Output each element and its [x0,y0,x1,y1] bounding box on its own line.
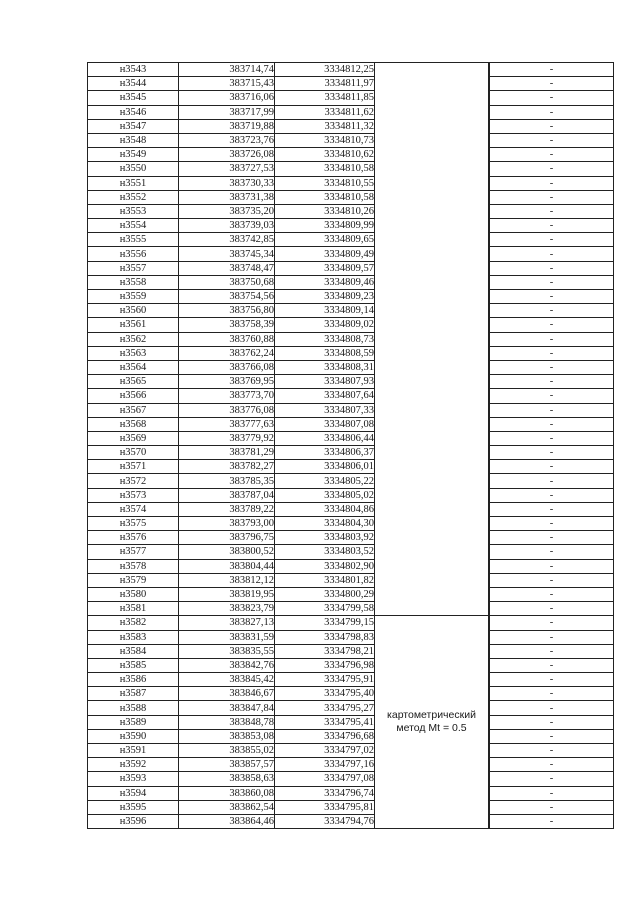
table-row [88,474,614,488]
y-coordinate-cell: 3334809,49 [275,247,375,261]
x-coordinate-cell: 383860,08 [179,786,275,800]
table-row [88,687,614,701]
y-coordinate-cell: 3334796,98 [275,658,375,672]
y-coordinate-cell: 3334795,41 [275,715,375,729]
y-coordinate-cell: 3334806,01 [275,460,375,474]
y-coordinate-cell: 3334795,91 [275,673,375,687]
y-coordinate-cell: 3334798,83 [275,630,375,644]
x-coordinate-cell: 383760,88 [179,332,275,346]
point-name-cell: н3552 [88,190,179,204]
note-cell: - [490,460,614,474]
y-coordinate-cell: 3334811,85 [275,91,375,105]
table-row [88,616,614,630]
table-row [88,261,614,275]
y-coordinate-cell: 3334805,02 [275,488,375,502]
method-cell [375,63,489,616]
point-name-cell: н3589 [88,715,179,729]
note-cell: - [490,105,614,119]
y-coordinate-cell: 3334808,31 [275,360,375,374]
x-coordinate-cell: 383716,06 [179,91,275,105]
table-row [88,332,614,346]
table-row [88,488,614,502]
point-name-cell: н3558 [88,275,179,289]
point-name-cell: н3582 [88,616,179,630]
point-name-cell: н3577 [88,545,179,559]
point-name-cell: н3567 [88,403,179,417]
x-coordinate-cell: 383823,79 [179,602,275,616]
x-coordinate-cell: 383779,92 [179,431,275,445]
table-row [88,105,614,119]
point-name-cell: н3590 [88,729,179,743]
x-coordinate-cell: 383727,53 [179,162,275,176]
x-coordinate-cell: 383831,59 [179,630,275,644]
table-row [88,119,614,133]
point-name-cell: н3550 [88,162,179,176]
note-cell: - [490,63,614,77]
note-cell: - [490,119,614,133]
point-name-cell: н3549 [88,148,179,162]
note-cell: - [490,219,614,233]
table-row [88,460,614,474]
x-coordinate-cell: 383804,44 [179,559,275,573]
point-name-cell: н3580 [88,587,179,601]
y-coordinate-cell: 3334795,27 [275,701,375,715]
point-name-cell: н3564 [88,360,179,374]
x-coordinate-cell: 383819,95 [179,587,275,601]
y-coordinate-cell: 3334807,08 [275,417,375,431]
x-coordinate-cell: 383762,24 [179,346,275,360]
x-coordinate-cell: 383846,67 [179,687,275,701]
x-coordinate-cell: 383776,08 [179,403,275,417]
point-name-cell: н3568 [88,417,179,431]
table-row [88,573,614,587]
note-cell: - [490,744,614,758]
point-name-cell: н3553 [88,204,179,218]
y-coordinate-cell: 3334802,90 [275,559,375,573]
note-cell: - [490,304,614,318]
point-name-cell: н3578 [88,559,179,573]
y-coordinate-cell: 3334809,65 [275,233,375,247]
x-coordinate-cell: 383796,75 [179,531,275,545]
point-name-cell: н3595 [88,800,179,814]
table-row [88,91,614,105]
table-row [88,800,614,814]
y-coordinate-cell: 3334808,59 [275,346,375,360]
x-coordinate-cell: 383782,27 [179,460,275,474]
y-coordinate-cell: 3334810,62 [275,148,375,162]
table-row [88,502,614,516]
point-name-cell: н3571 [88,460,179,474]
table-row [88,545,614,559]
coordinates-table [87,62,614,829]
table-row [88,204,614,218]
y-coordinate-cell: 3334799,58 [275,602,375,616]
note-cell: - [490,91,614,105]
note-cell: - [490,389,614,403]
y-coordinate-cell: 3334809,99 [275,219,375,233]
x-coordinate-cell: 383745,34 [179,247,275,261]
note-cell: - [490,488,614,502]
point-name-cell: н3579 [88,573,179,587]
x-coordinate-cell: 383742,85 [179,233,275,247]
point-name-cell: н3586 [88,673,179,687]
point-name-cell: н3566 [88,389,179,403]
note-cell: - [490,431,614,445]
table-row [88,77,614,91]
x-coordinate-cell: 383773,70 [179,389,275,403]
table-row [88,176,614,190]
table-row [88,517,614,531]
table-row [88,814,614,828]
point-name-cell: н3588 [88,701,179,715]
note-cell: - [490,233,614,247]
y-coordinate-cell: 3334807,93 [275,375,375,389]
table-row [88,701,614,715]
y-coordinate-cell: 3334809,14 [275,304,375,318]
point-name-cell: н3587 [88,687,179,701]
note-cell: - [490,658,614,672]
note-cell: - [490,616,614,630]
note-cell: - [490,417,614,431]
table-row [88,431,614,445]
note-cell: - [490,190,614,204]
table-row [88,360,614,374]
table-row [88,275,614,289]
table-row [88,744,614,758]
note-cell: - [490,545,614,559]
y-coordinate-cell: 3334799,15 [275,616,375,630]
y-coordinate-cell: 3334806,44 [275,431,375,445]
y-coordinate-cell: 3334806,37 [275,446,375,460]
x-coordinate-cell: 383857,57 [179,758,275,772]
y-coordinate-cell: 3334811,32 [275,119,375,133]
note-cell: - [490,517,614,531]
table-row [88,148,614,162]
note-cell: - [490,772,614,786]
y-coordinate-cell: 3334809,46 [275,275,375,289]
x-coordinate-cell: 383717,99 [179,105,275,119]
note-cell: - [490,247,614,261]
point-name-cell: н3593 [88,772,179,786]
y-coordinate-cell: 3334809,57 [275,261,375,275]
point-name-cell: н3596 [88,814,179,828]
table-row [88,658,614,672]
table-row [88,417,614,431]
point-name-cell: н3574 [88,502,179,516]
note-cell: - [490,786,614,800]
table-row [88,290,614,304]
y-coordinate-cell: 3334805,22 [275,474,375,488]
point-name-cell: н3559 [88,290,179,304]
note-cell: - [490,176,614,190]
point-name-cell: н3557 [88,261,179,275]
point-name-cell: н3544 [88,77,179,91]
y-coordinate-cell: 3334810,58 [275,162,375,176]
x-coordinate-cell: 383855,02 [179,744,275,758]
x-coordinate-cell: 383827,13 [179,616,275,630]
point-name-cell: н3592 [88,758,179,772]
point-name-cell: н3562 [88,332,179,346]
note-cell: - [490,318,614,332]
note-cell: - [490,148,614,162]
note-cell: - [490,531,614,545]
y-coordinate-cell: 3334810,58 [275,190,375,204]
x-coordinate-cell: 383715,43 [179,77,275,91]
point-name-cell: н3555 [88,233,179,247]
x-coordinate-cell: 383766,08 [179,360,275,374]
table-row [88,587,614,601]
table-row [88,602,614,616]
table-row [88,304,614,318]
x-coordinate-cell: 383864,46 [179,814,275,828]
table-row [88,630,614,644]
point-name-cell: н3572 [88,474,179,488]
x-coordinate-cell: 383777,63 [179,417,275,431]
method-line-2: метод Mt = 0.5 [396,722,467,735]
x-coordinate-cell: 383812,12 [179,573,275,587]
y-coordinate-cell: 3334808,73 [275,332,375,346]
table-row [88,219,614,233]
note-cell: - [490,644,614,658]
x-coordinate-cell: 383845,42 [179,673,275,687]
x-coordinate-cell: 383835,55 [179,644,275,658]
note-cell: - [490,687,614,701]
note-cell: - [490,261,614,275]
note-cell: - [490,375,614,389]
x-coordinate-cell: 383800,52 [179,545,275,559]
table-row [88,729,614,743]
y-coordinate-cell: 3334795,40 [275,687,375,701]
x-coordinate-cell: 383756,80 [179,304,275,318]
point-name-cell: н3576 [88,531,179,545]
x-coordinate-cell: 383858,63 [179,772,275,786]
y-coordinate-cell: 3334811,62 [275,105,375,119]
x-coordinate-cell: 383739,03 [179,219,275,233]
table-row [88,375,614,389]
x-coordinate-cell: 383781,29 [179,446,275,460]
x-coordinate-cell: 383787,04 [179,488,275,502]
note-cell: - [490,814,614,828]
table-row [88,786,614,800]
table-row [88,389,614,403]
table-row [88,531,614,545]
note-cell: - [490,673,614,687]
x-coordinate-cell: 383842,76 [179,658,275,672]
note-cell: - [490,729,614,743]
y-coordinate-cell: 3334798,21 [275,644,375,658]
coordinates-table-body [88,63,614,829]
x-coordinate-cell: 383730,33 [179,176,275,190]
point-name-cell: н3554 [88,219,179,233]
note-cell: - [490,275,614,289]
table-row [88,715,614,729]
note-cell: - [490,715,614,729]
method-line-1: картометрический [387,709,476,722]
point-name-cell: н3585 [88,658,179,672]
note-cell: - [490,403,614,417]
table-row [88,673,614,687]
y-coordinate-cell: 3334803,92 [275,531,375,545]
y-coordinate-cell: 3334809,23 [275,290,375,304]
table-row [88,162,614,176]
x-coordinate-cell: 383853,08 [179,729,275,743]
table-row [88,346,614,360]
table-row [88,318,614,332]
y-coordinate-cell: 3334797,08 [275,772,375,786]
y-coordinate-cell: 3334810,73 [275,133,375,147]
note-cell: - [490,332,614,346]
y-coordinate-cell: 3334797,16 [275,758,375,772]
note-cell: - [490,559,614,573]
note-cell: - [490,630,614,644]
y-coordinate-cell: 3334803,52 [275,545,375,559]
x-coordinate-cell: 383735,20 [179,204,275,218]
table-row [88,247,614,261]
table-row [88,190,614,204]
y-coordinate-cell: 3334800,29 [275,587,375,601]
table-row [88,403,614,417]
table-row [88,758,614,772]
table-row [88,133,614,147]
y-coordinate-cell: 3334807,64 [275,389,375,403]
x-coordinate-cell: 383731,38 [179,190,275,204]
y-coordinate-cell: 3334804,30 [275,517,375,531]
note-cell: - [490,602,614,616]
y-coordinate-cell: 3334807,33 [275,403,375,417]
note-cell: - [490,502,614,516]
point-name-cell: н3545 [88,91,179,105]
x-coordinate-cell: 383750,68 [179,275,275,289]
point-name-cell: н3560 [88,304,179,318]
y-coordinate-cell: 3334810,26 [275,204,375,218]
x-coordinate-cell: 383848,78 [179,715,275,729]
note-cell: - [490,77,614,91]
point-name-cell: н3565 [88,375,179,389]
note-cell: - [490,800,614,814]
note-cell: - [490,204,614,218]
y-coordinate-cell: 3334794,76 [275,814,375,828]
note-cell: - [490,133,614,147]
y-coordinate-cell: 3334795,81 [275,800,375,814]
note-cell: - [490,758,614,772]
point-name-cell: н3543 [88,63,179,77]
y-coordinate-cell: 3334809,02 [275,318,375,332]
table-row [88,63,614,77]
table-row [88,446,614,460]
note-cell: - [490,290,614,304]
y-coordinate-cell: 3334796,74 [275,786,375,800]
point-name-cell: н3591 [88,744,179,758]
y-coordinate-cell: 3334812,25 [275,63,375,77]
table-row [88,559,614,573]
point-name-cell: н3583 [88,630,179,644]
note-cell: - [490,587,614,601]
point-name-cell: н3581 [88,602,179,616]
y-coordinate-cell: 3334797,02 [275,744,375,758]
note-cell: - [490,162,614,176]
y-coordinate-cell: 3334801,82 [275,573,375,587]
method-cell [375,616,489,829]
point-name-cell: н3575 [88,517,179,531]
point-name-cell: н3556 [88,247,179,261]
table-row [88,644,614,658]
x-coordinate-cell: 383847,84 [179,701,275,715]
x-coordinate-cell: 383793,00 [179,517,275,531]
x-coordinate-cell: 383789,22 [179,502,275,516]
x-coordinate-cell: 383769,95 [179,375,275,389]
note-cell: - [490,346,614,360]
point-name-cell: н3546 [88,105,179,119]
x-coordinate-cell: 383723,76 [179,133,275,147]
point-name-cell: н3551 [88,176,179,190]
x-coordinate-cell: 383754,56 [179,290,275,304]
point-name-cell: н3563 [88,346,179,360]
y-coordinate-cell: 3334796,68 [275,729,375,743]
x-coordinate-cell: 383726,08 [179,148,275,162]
note-cell: - [490,474,614,488]
y-coordinate-cell: 3334811,97 [275,77,375,91]
note-cell: - [490,446,614,460]
point-name-cell: н3594 [88,786,179,800]
point-name-cell: н3570 [88,446,179,460]
table-row [88,233,614,247]
point-name-cell: н3547 [88,119,179,133]
note-cell: - [490,573,614,587]
point-name-cell: н3548 [88,133,179,147]
point-name-cell: н3584 [88,644,179,658]
x-coordinate-cell: 383719,88 [179,119,275,133]
point-name-cell: н3573 [88,488,179,502]
x-coordinate-cell: 383862,54 [179,800,275,814]
point-name-cell: н3569 [88,431,179,445]
x-coordinate-cell: 383714,74 [179,63,275,77]
y-coordinate-cell: 3334810,55 [275,176,375,190]
note-cell: - [490,360,614,374]
x-coordinate-cell: 383758,39 [179,318,275,332]
note-cell: - [490,701,614,715]
point-name-cell: н3561 [88,318,179,332]
table-row [88,772,614,786]
x-coordinate-cell: 383748,47 [179,261,275,275]
y-coordinate-cell: 3334804,86 [275,502,375,516]
x-coordinate-cell: 383785,35 [179,474,275,488]
